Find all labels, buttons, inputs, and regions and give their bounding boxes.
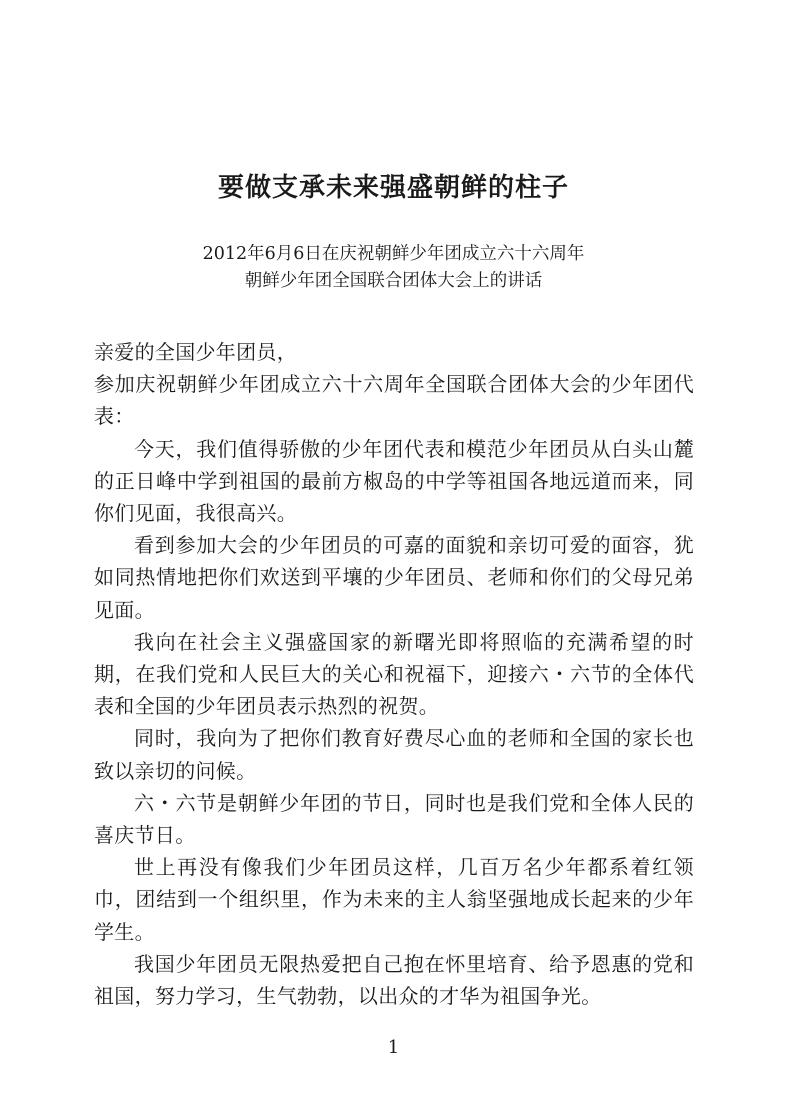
- salutation-line-1: 亲爱的全国少年团员，: [94, 340, 297, 364]
- paragraph: 世上再没有像我们少年团员这样，几百万名少年都系着红领巾，团结到一个组织里，作为未来的主人翁坚强地成长起来的少年学生。: [94, 855, 694, 944]
- paragraph: 我向在社会主义强盛国家的新曙光即将照临的充满希望的时期，在我们党和人民巨大的关心和祝福下，迎接六・六节的全体代表和全国的少年团员表示热烈的祝贺。: [94, 629, 694, 719]
- paragraph: 看到参加大会的少年团员的可嘉的面貌和亲切可爱的面容，犹如同热情地把你们欢送到平壤的少年团员、老师和你们的父母兄弟见面。: [94, 533, 694, 622]
- paragraph: 我国少年团员无限热爱把自己抱在怀里培育、给予恩惠的党和祖国，努力学习，生气勃勃，以出众的才华为祖国争光。: [94, 951, 694, 1009]
- document-subtitle: [0, 241, 787, 295]
- paragraph: 六・六节是朝鲜少年团的节日，同时也是我们党和全体人民的喜庆节日。: [94, 790, 694, 848]
- document-title: 要做支承未来强盛朝鲜的柱子: [217, 173, 569, 203]
- paragraph: 今天，我们值得骄傲的少年团代表和模范少年团员从白头山麓的正日峰中学到祖国的最前方椒岛的中学等祖国各地远道而来，同你们见面，我很高兴。: [94, 436, 694, 526]
- salutation-line-2: 参加庆祝朝鲜少年团成立六十六周年全国联合团体大会的少年团代表：: [94, 372, 694, 429]
- page-number: 1: [387, 1037, 400, 1058]
- subtitle-line-1: 2012年6月6日在庆祝朝鲜少年团成立六十六周年: [202, 244, 585, 264]
- paragraph: 同时，我向为了把你们教育好费尽心血的老师和全国的家长也致以亲切的问候。: [94, 726, 694, 783]
- document-body: [94, 336, 694, 1012]
- subtitle-line-2: 朝鲜少年团全国联合团体大会上的讲话: [244, 271, 543, 291]
